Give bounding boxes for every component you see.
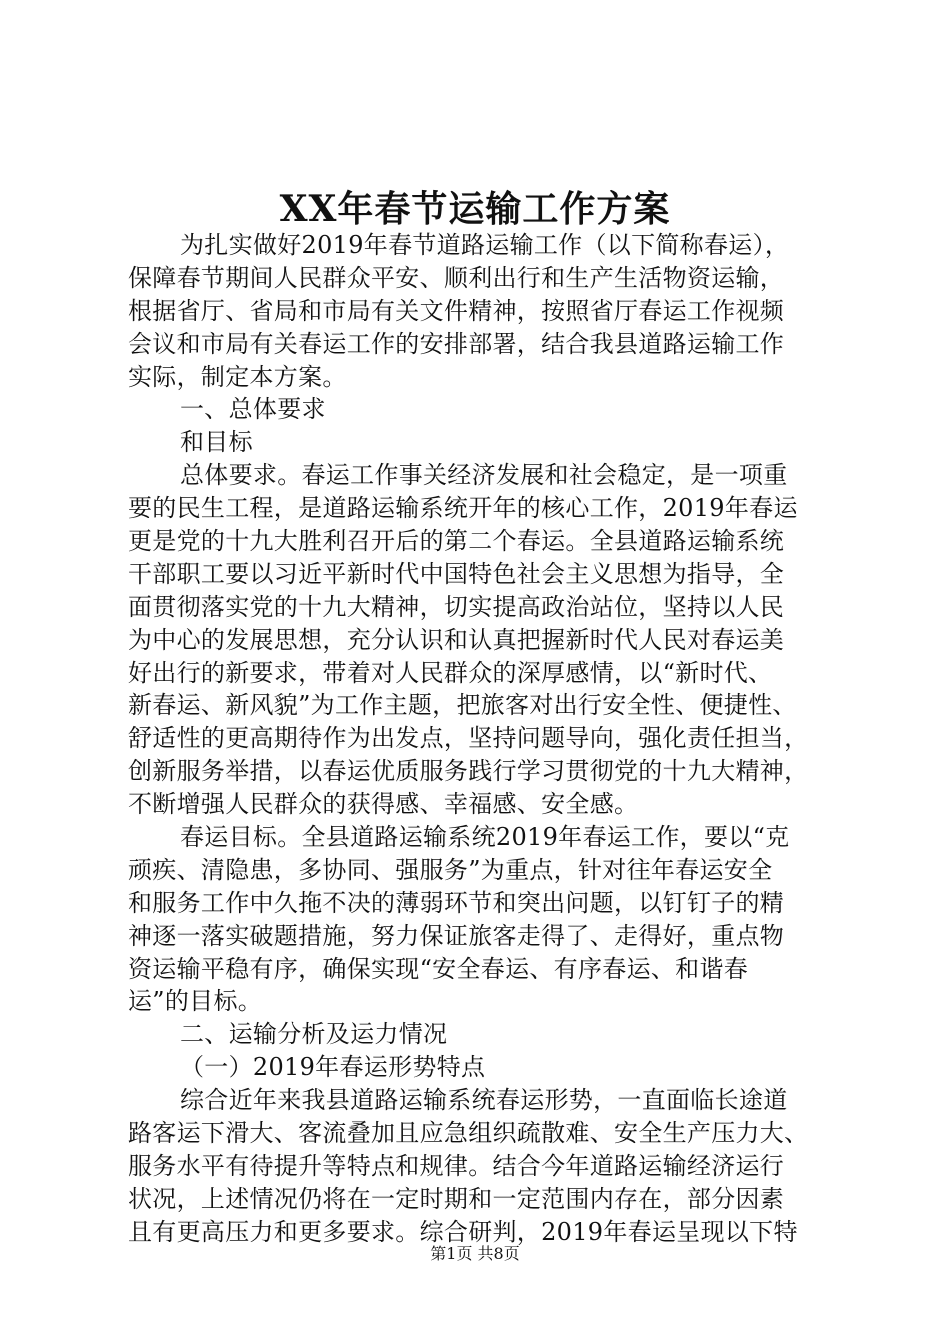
- text-line: 实际，制定本方案。: [128, 362, 347, 391]
- text-line: 更是党的十九大胜利召开后的第二个春运。全县道路运输系统: [128, 527, 785, 556]
- text-line: 为中心的发展思想，充分认识和认真把握新时代人民对春运美: [128, 625, 785, 654]
- text-line: 且有更高压力和更多要求。综合研判，2019年春运呈现以下特: [128, 1217, 798, 1246]
- text-line: 会议和市局有关春运工作的安排部署，结合我县道路运输工作: [128, 329, 785, 358]
- text-line: 资运输平稳有序，确保实现“安全春运、有序春运、和谐春: [128, 954, 749, 983]
- text-line: 新春运、新风貌”为工作主题，把旅客对出行安全性、便捷性、: [128, 691, 797, 720]
- text-line: （一）2019年春运形势特点: [180, 1053, 486, 1082]
- document-title: XX年春节运输工作方案: [279, 188, 671, 230]
- text-line: 春运目标。全县道路运输系统2019年春运工作，要以“克: [180, 823, 790, 852]
- text-line: 状况，上述情况仍将在一定时期和一定范围内存在，部分因素: [128, 1184, 785, 1213]
- text-line: 不断增强人民群众的获得感、幸福感、安全感。: [128, 790, 639, 819]
- text-line: 干部职工要以习近平新时代中国特色社会主义思想为指导，全: [128, 559, 785, 588]
- text-line: 面贯彻落实党的十九大精神，切实提高政治站位，坚持以人民: [128, 592, 785, 621]
- text-line: 运”的目标。: [128, 987, 263, 1016]
- text-line: 舒适性的更高期待作为出发点，坚持问题导向，强化责任担当，: [128, 724, 809, 753]
- text-line: 保障春节期间人民群众平安、顺利出行和生产生活物资运输，: [128, 263, 785, 292]
- text-line: 要的民生工程，是道路运输系统开年的核心工作，2019年春运: [128, 494, 798, 523]
- page-footer: 第1页 共8页: [430, 1244, 520, 1263]
- text-line: 好出行的新要求，带着对人民群众的深厚感情，以“新时代、: [128, 658, 773, 687]
- text-line: 一、总体要求: [180, 395, 326, 424]
- text-line: 二、运输分析及运力情况: [180, 1020, 448, 1049]
- document-body: [128, 229, 848, 1249]
- text-line: 和目标: [180, 428, 253, 457]
- text-line: 总体要求。春运工作事关经济发展和社会稳定，是一项重: [180, 461, 788, 490]
- text-line: 创新服务举措，以春运优质服务践行学习贯彻党的十九大精神，: [128, 757, 809, 786]
- text-line: 根据省厅、省局和市局有关文件精神，按照省厅春运工作视频: [128, 296, 785, 325]
- text-line: 路客运下滑大、客流叠加且应急组织疏散难、安全生产压力大、: [128, 1119, 809, 1148]
- text-line: 为扎实做好2019年春节道路运输工作（以下简称春运），: [180, 231, 790, 259]
- text-line: 顽疾、清隐患，多协同、强服务”为重点，针对往年春运安全: [128, 855, 773, 884]
- text-line: 服务水平有待提升等特点和规律。结合今年道路运输经济运行: [128, 1151, 785, 1180]
- text-line: 和服务工作中久拖不决的薄弱环节和突出问题，以钉钉子的精: [128, 888, 785, 917]
- text-line: 综合近年来我县道路运输系统春运形势，一直面临长途道: [180, 1086, 788, 1115]
- text-line: 神逐一落实破题措施，努力保证旅客走得了、走得好，重点物: [128, 921, 785, 950]
